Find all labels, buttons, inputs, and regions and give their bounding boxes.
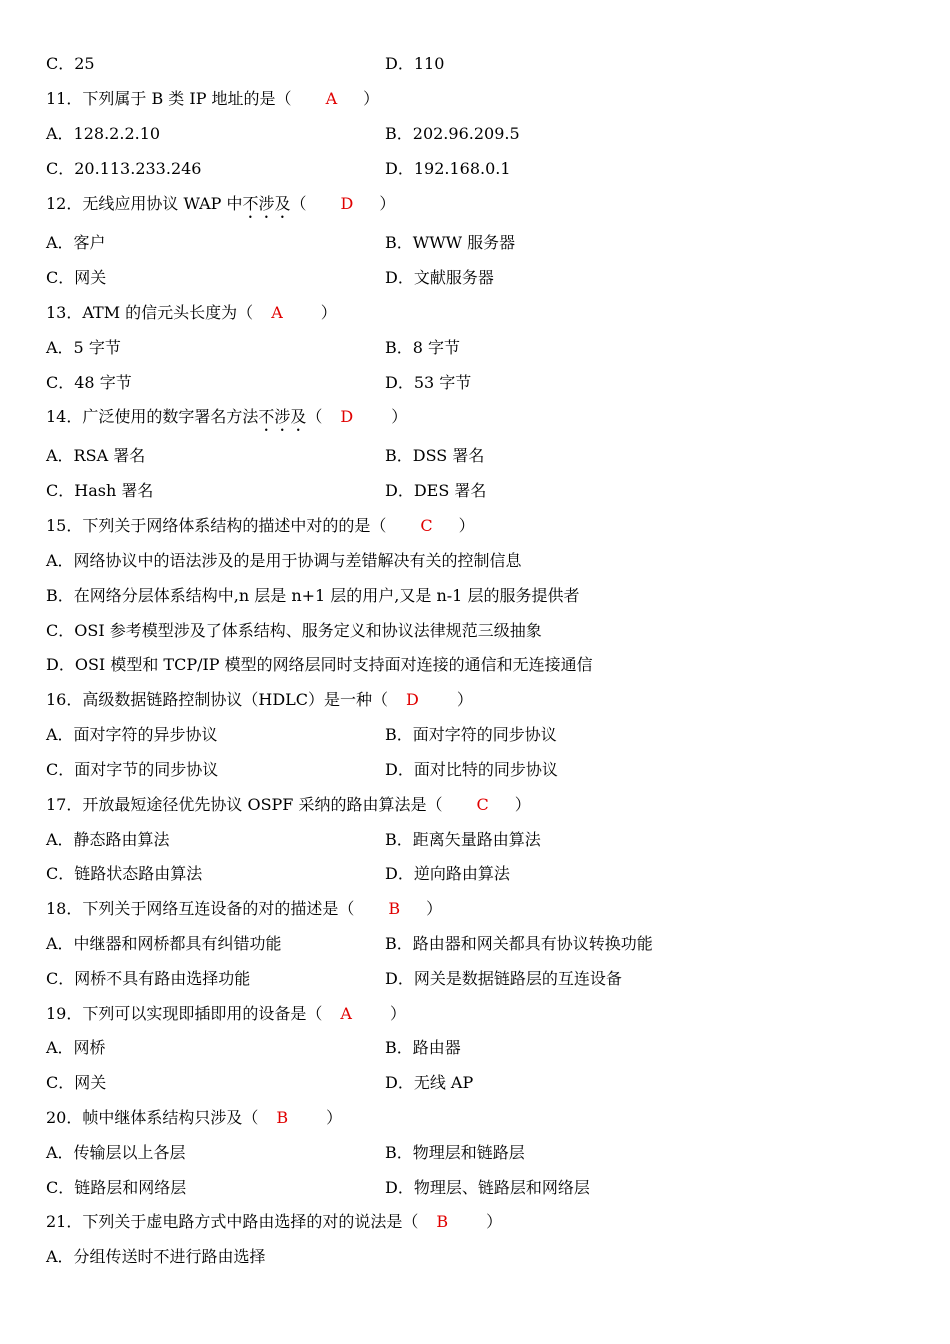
answer-letter: B <box>388 899 401 918</box>
answer-letter: D <box>340 194 354 213</box>
question-bracket-close: ） <box>514 795 531 814</box>
question-text: 11．下列属于 B 类 IP 地址的是（ <box>46 89 292 108</box>
option-b: B．DSS 署名 <box>385 446 485 465</box>
option-b: D．53 字节 <box>385 373 472 392</box>
option-b: D．逆向路由算法 <box>385 864 510 883</box>
option-a: C．链路层和网络层 <box>46 1178 187 1197</box>
option-row <box>46 723 557 747</box>
option-row <box>46 1071 474 1095</box>
question-line <box>46 1106 342 1130</box>
option-a: A．静态路由算法 <box>46 830 170 849</box>
option-b: D．文献服务器 <box>385 268 494 287</box>
option-row <box>46 336 461 360</box>
option-row <box>46 122 520 146</box>
option-row <box>46 231 516 255</box>
question-bracket-close: ） <box>426 899 443 918</box>
option-a: A．RSA 署名 <box>46 446 146 465</box>
option-text: C．OSI 参考模型涉及了体系结构、服务定义和协议法律规范三级抽象 <box>46 621 542 640</box>
option-row <box>46 479 487 503</box>
question-text: 15．下列关于网络体系结构的描述中对的的是（ <box>46 516 387 535</box>
option-a: C．链路状态路由算法 <box>46 864 203 883</box>
answer-letter: A <box>340 1004 352 1023</box>
answer-letter: A <box>271 303 283 322</box>
option-a: A．客户 <box>46 233 106 252</box>
answer-letter: B <box>276 1108 289 1127</box>
question-text: 14．广泛使用的数字署名方法 <box>46 407 259 426</box>
option-row <box>46 444 485 468</box>
option-text: B．在网络分层体系结构中,n 层是 n+1 层的用户,又是 n-1 层的服务提供者 <box>46 586 580 605</box>
option-a: C．网关 <box>46 268 107 287</box>
option-text: D．OSI 模型和 TCP/IP 模型的网络层同时支持面对连接的通信和无连接通信 <box>46 655 593 674</box>
answer-letter: D <box>406 690 419 709</box>
option-a: A．网桥 <box>46 1038 106 1057</box>
question-line <box>46 1002 406 1026</box>
question-text: 12．无线应用协议 WAP 中 <box>46 194 243 213</box>
question-line <box>46 301 337 325</box>
option-b: B．202.96.209.5 <box>385 124 520 143</box>
question-bracket-close: ） <box>326 1108 343 1127</box>
option-row <box>46 619 542 643</box>
question-bracket-close: ） <box>363 89 380 108</box>
option-row <box>46 967 622 991</box>
question-line <box>46 405 407 429</box>
question-bracket-close: ） <box>391 407 408 426</box>
question-text: 16．高级数据链路控制协议（HDLC）是一种（ <box>46 690 389 709</box>
option-a: C．20.113.233.246 <box>46 159 202 178</box>
answer-letter: C <box>420 516 433 535</box>
answer-letter: A <box>325 89 338 108</box>
option-row <box>46 549 522 573</box>
option-row <box>46 1245 266 1269</box>
option-b: D．110 <box>385 54 445 73</box>
question-bracket-close: ） <box>320 303 337 322</box>
emphasis-text: 不涉及 <box>258 407 307 426</box>
option-b: B．路由器和网关都具有协议转换功能 <box>385 934 653 953</box>
option-a: C．48 字节 <box>46 373 132 392</box>
question-line <box>46 1210 502 1234</box>
option-b: B．物理层和链路层 <box>385 1143 525 1162</box>
option-b: D．物理层、链路层和网络层 <box>385 1178 590 1197</box>
option-row <box>46 52 445 76</box>
option-row <box>46 862 510 886</box>
question-text: 17．开放最短途径优先协议 OSPF 采纳的路由算法是（ <box>46 795 443 814</box>
question-bracket-close: ） <box>458 516 475 535</box>
option-row <box>46 157 511 181</box>
option-row <box>46 266 494 290</box>
option-text: A．分组传送时不进行路由选择 <box>46 1247 266 1266</box>
question-text: 19．下列可以实现即插即用的设备是（ <box>46 1004 323 1023</box>
option-b: D．192.168.0.1 <box>385 159 511 178</box>
option-a: C．25 <box>46 54 95 73</box>
option-row <box>46 758 558 782</box>
option-b: B．距离矢量路由算法 <box>385 830 541 849</box>
option-a: A．128.2.2.10 <box>46 124 161 143</box>
question-line <box>46 192 395 216</box>
option-row <box>46 828 541 852</box>
option-b: B．WWW 服务器 <box>385 233 516 252</box>
question-line <box>46 793 531 817</box>
question-line <box>46 897 442 921</box>
question-text: 20．帧中继体系结构只涉及（ <box>46 1108 259 1127</box>
option-row <box>46 653 593 677</box>
question-line <box>46 514 475 538</box>
question-bracket-close: ） <box>486 1212 503 1231</box>
option-a: C．网关 <box>46 1073 107 1092</box>
option-a: A．面对字符的异步协议 <box>46 725 218 744</box>
question-bracket: （ <box>306 407 323 426</box>
option-row <box>46 1176 590 1200</box>
question-bracket-close: ） <box>379 194 396 213</box>
question-bracket: （ <box>290 194 307 213</box>
option-b: D．网关是数据链路层的互连设备 <box>385 969 622 988</box>
option-row <box>46 584 579 608</box>
option-row <box>46 1141 525 1165</box>
option-a: C．网桥不具有路由选择功能 <box>46 969 251 988</box>
option-row <box>46 371 472 395</box>
option-b: B．8 字节 <box>385 338 461 357</box>
option-b: B．路由器 <box>385 1038 461 1057</box>
answer-letter: D <box>340 407 354 426</box>
option-a: A．中继器和网桥都具有纠错功能 <box>46 934 282 953</box>
option-b: D．面对比特的同步协议 <box>385 760 558 779</box>
question-bracket-close: ） <box>456 690 473 709</box>
answer-letter: B <box>436 1212 449 1231</box>
question-line <box>46 87 379 111</box>
question-bracket-close: ） <box>389 1004 406 1023</box>
option-b: B．面对字符的同步协议 <box>385 725 557 744</box>
option-a: C．面对字节的同步协议 <box>46 760 219 779</box>
option-row <box>46 1036 461 1060</box>
option-a: C．Hash 署名 <box>46 481 154 500</box>
emphasis-text: 不涉及 <box>242 194 291 213</box>
question-text: 13．ATM 的信元头长度为（ <box>46 303 254 322</box>
option-row <box>46 932 653 956</box>
option-b: D．无线 AP <box>385 1073 474 1092</box>
option-text: A．网络协议中的语法涉及的是用于协调与差错解决有关的控制信息 <box>46 551 522 570</box>
question-text: 18．下列关于网络互连设备的对的描述是（ <box>46 899 355 918</box>
question-line <box>46 688 473 712</box>
option-b: D．DES 署名 <box>385 481 487 500</box>
question-text: 21．下列关于虚电路方式中路由选择的对的说法是（ <box>46 1212 419 1231</box>
option-a: A．5 字节 <box>46 338 121 357</box>
answer-letter: C <box>476 795 489 814</box>
option-a: A．传输层以上各层 <box>46 1143 186 1162</box>
